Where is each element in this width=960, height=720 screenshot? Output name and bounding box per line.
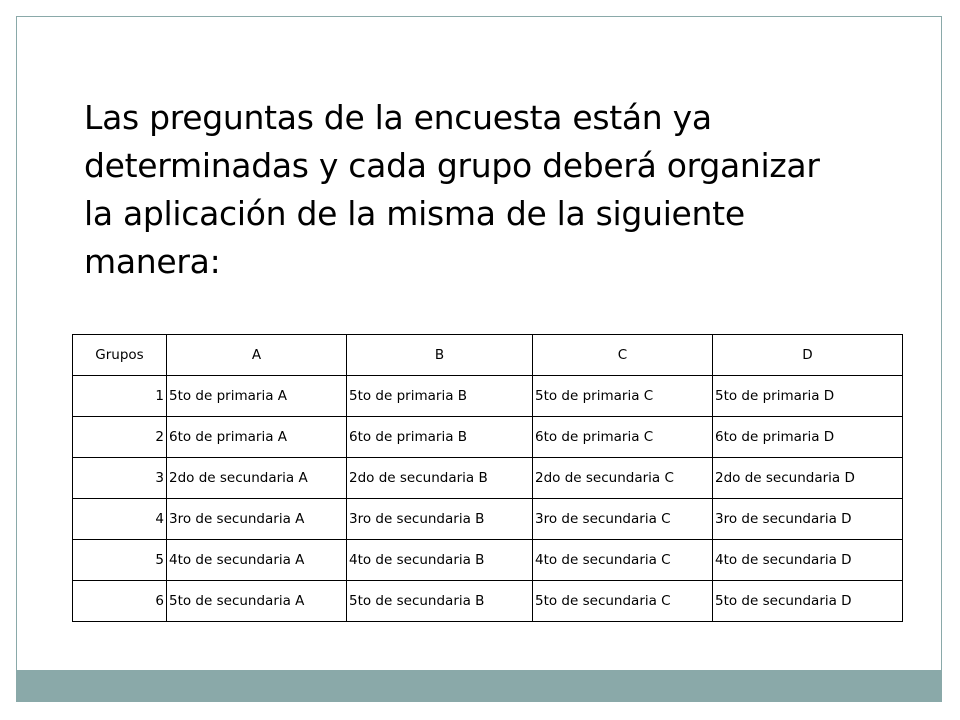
table-cell: 5to de primaria B (347, 376, 533, 417)
header-cell-grupos: Grupos (73, 335, 167, 376)
table-cell: 4to de secundaria D (713, 540, 903, 581)
table-cell: 4to de secundaria B (347, 540, 533, 581)
groups-table (72, 334, 903, 622)
table-cell: 3ro de secundaria D (713, 499, 903, 540)
table-cell: 5to de primaria D (713, 376, 903, 417)
table-cell: 3ro de secundaria C (533, 499, 713, 540)
group-number-cell: 5 (73, 540, 167, 581)
table-cell: 4to de secundaria A (167, 540, 347, 581)
table-cell: 5to de secundaria C (533, 581, 713, 622)
table-row (73, 540, 903, 581)
table-cell: 5to de secundaria B (347, 581, 533, 622)
table-cell: 5to de secundaria D (713, 581, 903, 622)
table-row (73, 376, 903, 417)
table-header-row (73, 335, 903, 376)
table-cell: 2do de secundaria D (713, 458, 903, 499)
table-row (73, 581, 903, 622)
table-cell: 2do de secundaria C (533, 458, 713, 499)
table-cell: 2do de secundaria B (347, 458, 533, 499)
table-cell: 2do de secundaria A (167, 458, 347, 499)
header-cell-d: D (713, 335, 903, 376)
header-cell-c: C (533, 335, 713, 376)
table-cell: 6to de primaria B (347, 417, 533, 458)
header-cell-a: A (167, 335, 347, 376)
header-cell-b: B (347, 335, 533, 376)
group-number-cell: 6 (73, 581, 167, 622)
table-cell: 5to de primaria C (533, 376, 713, 417)
table-cell: 6to de primaria A (167, 417, 347, 458)
bottom-accent-bar (16, 670, 942, 702)
table-row (73, 499, 903, 540)
group-number-cell: 3 (73, 458, 167, 499)
table-cell: 6to de primaria D (713, 417, 903, 458)
group-number-cell: 1 (73, 376, 167, 417)
slide-title: Las preguntas de la encuesta están ya determinadas y cada grupo deberá organizar la aplicación de la misma de la siguiente manera: (84, 98, 820, 281)
group-number-cell: 2 (73, 417, 167, 458)
table-row (73, 458, 903, 499)
table-cell: 3ro de secundaria A (167, 499, 347, 540)
table-cell: 5to de secundaria A (167, 581, 347, 622)
table-row (73, 417, 903, 458)
table-cell: 6to de primaria C (533, 417, 713, 458)
group-number-cell: 4 (73, 499, 167, 540)
table-cell: 5to de primaria A (167, 376, 347, 417)
table-cell: 4to de secundaria C (533, 540, 713, 581)
table-cell: 3ro de secundaria B (347, 499, 533, 540)
